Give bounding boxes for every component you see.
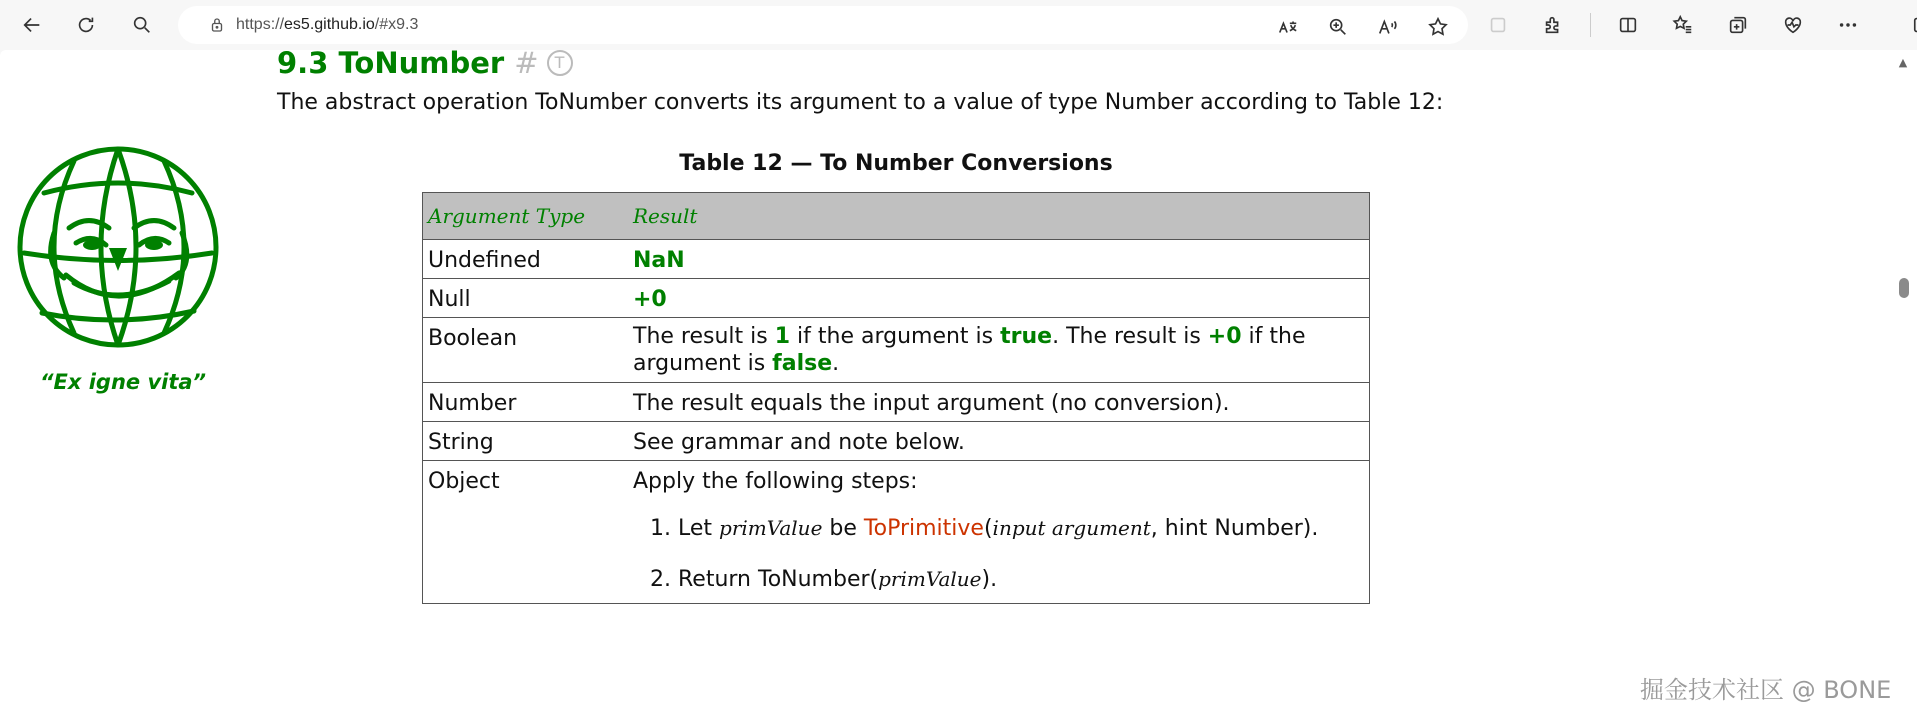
text-fragment: be [822,516,864,541]
url-text [236,16,418,34]
section-heading [277,46,573,80]
table-row [423,383,1370,422]
translate-button[interactable] [1270,9,1306,45]
text-fragment: Let [678,516,720,541]
favorites-button[interactable] [1665,7,1701,43]
cell-result [628,240,1370,279]
table-row [423,279,1370,318]
extensions-button[interactable] [1535,7,1571,43]
heart-pulse-icon [1782,14,1804,36]
sidebar-toggle-button[interactable] [1905,7,1917,43]
cell-result [628,461,1370,604]
text-fragment: The result is [633,324,775,349]
text-fragment: . The result is [1052,324,1208,349]
split-screen-button[interactable] [1610,7,1646,43]
header-argument-type: Argument Type [423,193,629,240]
globe-logo [14,143,224,353]
cell-result: The result equals the input argument (no conversion). [628,383,1370,422]
zoom-button[interactable] [1320,9,1356,45]
text-fragment: if the argument is [633,324,1306,376]
text-fragment: ( [983,516,993,541]
variable-primvalue: primValue [878,567,982,591]
split-screen-icon [1617,14,1639,36]
browser-toolbar [0,0,1917,50]
star-icon [1427,16,1449,38]
read-aloud-icon [1377,16,1399,38]
value-true: true [1000,324,1053,349]
more-button[interactable] [1830,7,1866,43]
puzzle-icon [1542,14,1564,36]
search-icon [131,14,153,36]
variable-input-argument: input argument [992,516,1151,540]
favorite-button[interactable] [1420,9,1456,45]
value-false: false [772,351,833,376]
cell-result [628,279,1370,318]
text-fragment: . [832,351,840,376]
back-button[interactable] [14,7,50,43]
scroll-up-arrow[interactable]: ▲ [1898,56,1908,69]
motto: “Ex igne vita” [40,370,207,394]
steps-list [633,516,1364,592]
section-title: 9.3 ToNumber [277,46,505,80]
text-fragment: , hint Number). [1150,516,1319,541]
read-aloud-button[interactable] [1370,9,1406,45]
value-plus-zero: +0 [633,287,667,312]
text-fragment: ). [981,567,998,592]
intro-paragraph: The abstract operation ToNumber converts its argument to a value of type Number according to Table 12: [277,90,1444,115]
toprimitive-link[interactable]: ToPrimitive [863,516,984,541]
cell-result [628,318,1370,383]
address-bar[interactable] [178,6,1468,44]
cell-type: Number [423,383,629,422]
conversion-table [422,192,1370,604]
text-fragment: Return ToNumber( [678,567,879,592]
cell-type: Undefined [423,240,629,279]
value-nan: NaN [633,248,685,273]
more-dots-icon [1837,14,1859,36]
header-result: Result [628,193,1370,240]
page-viewport [0,46,1917,727]
translate-icon [1277,16,1299,38]
steps-intro: Apply the following steps: [633,469,918,494]
search-button[interactable] [124,7,160,43]
collections-icon [1727,14,1749,36]
refresh-button[interactable] [68,7,104,43]
cell-result: See grammar and note below. [628,422,1370,461]
cell-type: Object [423,461,629,604]
text-fragment: if the argument is [790,324,1001,349]
arrow-left-icon [21,14,43,36]
table-row [423,318,1370,383]
cell-type: Boolean [423,318,629,383]
table-caption: Table 12 — To Number Conversions [679,151,1113,176]
url-host: es5.github.io [284,16,375,33]
lock-icon [198,16,236,34]
collections-button[interactable] [1720,7,1756,43]
browser-essentials-button[interactable] [1775,7,1811,43]
sidebar-icon [1912,14,1917,36]
url-scheme: https:// [236,16,285,33]
value-one: 1 [774,324,791,349]
cell-type: String [423,422,629,461]
scrollbar-thumb[interactable] [1899,278,1909,298]
extension-placeholder-button[interactable] [1480,7,1516,43]
step-item [678,516,1364,541]
zoom-in-icon [1327,16,1349,38]
t-circle-icon[interactable]: T [547,50,573,76]
table-row [423,422,1370,461]
toolbar-divider [1590,13,1591,37]
table-header-row [423,193,1370,240]
url-path: /#x9.3 [374,16,419,33]
step-item [678,567,1364,592]
anchor-link[interactable]: # [514,46,539,80]
variable-primvalue: primValue [719,516,823,540]
favorites-list-icon [1672,14,1694,36]
placeholder-square-icon [1487,14,1509,36]
value-plus-zero: +0 [1207,324,1242,349]
table-row [423,240,1370,279]
toolbar-divider-2 [1885,13,1886,37]
watermark: 掘金技术社区 @ BONE [1640,676,1892,704]
cell-type: Null [423,279,629,318]
table-row [423,461,1370,604]
refresh-icon [75,14,97,36]
